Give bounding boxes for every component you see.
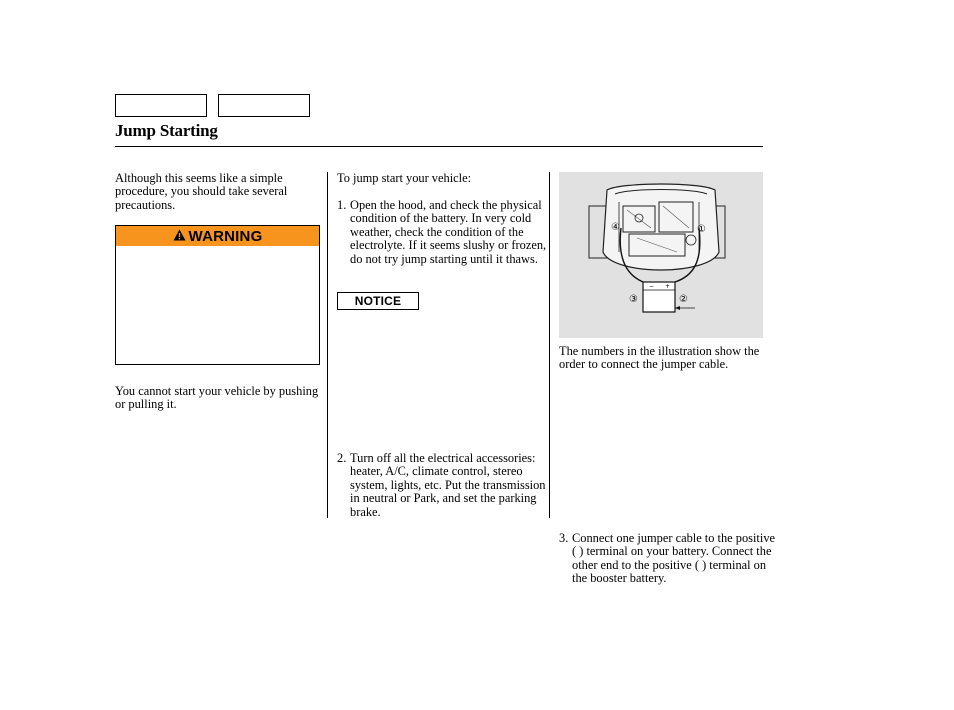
intro-paragraph: Although this seems like a simple procedure, you should take several precautions. [115, 171, 288, 212]
steps-intro: To jump start your vehicle: [337, 171, 472, 185]
column-divider [327, 172, 328, 518]
step-2 [337, 452, 555, 519]
step-text: Open the hood, and check the physical condition of the battery. In very cold weather, check the condition of the electrolyte. If it seems slushy or frozen, do not try jump starting until it thaws. [350, 198, 547, 266]
svg-text:+: + [665, 283, 671, 290]
svg-text:−: − [649, 283, 655, 290]
step-text: Turn off all the electrical accessories: heater, A/C, climate control, stereo system, lights, etc. Put the transmission in neutral or Park, and set the parking brake. [350, 451, 546, 519]
step-1 [337, 199, 555, 266]
title-rule [115, 146, 763, 147]
step-text: Connect one jumper cable to the positive ( ) terminal on your battery. Connect the other end to the positive ( ) terminal on the booster battery. [572, 531, 776, 586]
step-3 [559, 532, 777, 586]
warning-header [116, 226, 319, 246]
illustration-caption: The numbers in the illustration show the order to connect the jumper cable. [559, 344, 760, 372]
engine-bay-drawing [559, 172, 763, 338]
page-title: Jump Starting [115, 121, 218, 140]
step-number: 1. [337, 198, 347, 212]
jump-start-illustration [559, 172, 763, 338]
push-note: You cannot start your vehicle by pushing or pulling it. [115, 384, 319, 412]
nav-tab-main-menu[interactable] [115, 94, 207, 117]
warning-box [115, 225, 320, 365]
warning-triangle-icon [173, 228, 186, 245]
step-number: 3. [559, 531, 569, 546]
illustration-label: ① [697, 224, 706, 235]
illustration-label: ② [679, 294, 688, 305]
illustration-label: ④ [611, 222, 620, 233]
step-number: 2. [337, 451, 347, 466]
nav-tab-table-of-contents[interactable] [218, 94, 310, 117]
notice-label: NOTICE [337, 292, 419, 310]
illustration-label: ③ [629, 294, 638, 305]
warning-label: WARNING [188, 227, 263, 245]
